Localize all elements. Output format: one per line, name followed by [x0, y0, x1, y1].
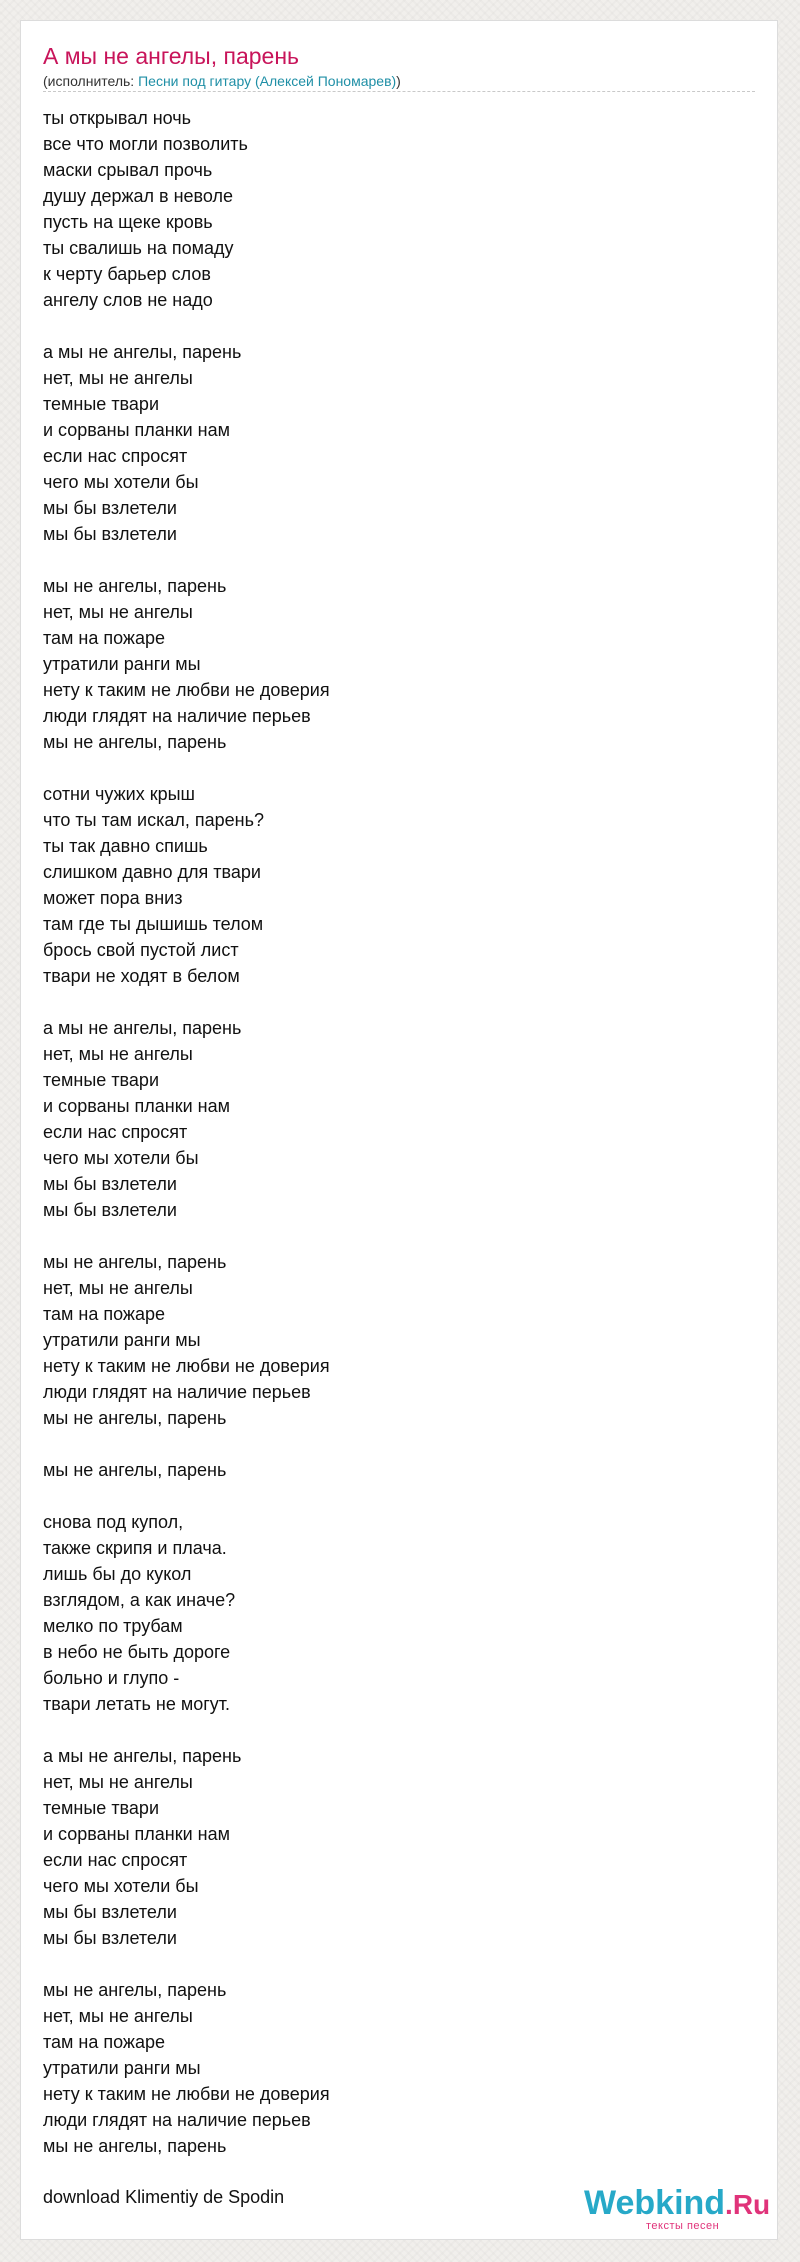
logo-tagline: тексты песен [646, 2220, 720, 2232]
lyrics-line: больно и глупо - [43, 1668, 180, 1688]
lyrics-line: если нас спросят [43, 1850, 188, 1870]
download-text: download Klimentiy de Spodin [43, 2187, 285, 2207]
lyrics-line: мы бы взлетели [43, 1902, 177, 1922]
lyrics-line: люди глядят на наличие перьев [43, 2110, 311, 2130]
lyrics-line: и сорваны планки нам [43, 1824, 230, 1844]
lyrics-line: мы не ангелы, парень [43, 2136, 227, 2156]
lyrics-line: чего мы хотели бы [43, 472, 199, 492]
lyrics-line: темные твари [43, 1798, 159, 1818]
song-title: А мы не ангелы, парень [43, 43, 299, 69]
lyrics-stanza [43, 1743, 743, 1951]
lyrics-stanza [43, 339, 743, 547]
lyrics-line: ангелу слов не надо [43, 290, 213, 310]
lyrics-stanza [43, 1977, 743, 2159]
lyrics-line: брось свой пустой лист [43, 940, 239, 960]
lyrics-line: там на пожаре [43, 2032, 166, 2052]
lyrics-stanza [43, 1509, 743, 1717]
lyrics-stanza [43, 1015, 743, 1223]
lyrics-line: там на пожаре [43, 628, 166, 648]
lyrics-line: утратили ранги мы [43, 1330, 201, 1350]
lyrics-line: нет, мы не ангелы [43, 1772, 193, 1792]
lyrics-line: также скрипя и плача. [43, 1538, 227, 1558]
lyrics-line: там на пожаре [43, 1304, 166, 1324]
lyrics-line: мелко по трубам [43, 1616, 183, 1636]
artist-prefix: (исполнитель: [43, 73, 139, 89]
lyrics-line: мы бы взлетели [43, 1174, 177, 1194]
lyrics-line: мы бы взлетели [43, 1928, 177, 1948]
artist-suffix: ) [396, 73, 401, 89]
lyrics-line: мы не ангелы, парень [43, 1252, 227, 1272]
lyrics-line: мы не ангелы, парень [43, 1980, 227, 2000]
lyrics-line: нет, мы не ангелы [43, 2006, 193, 2026]
lyrics-line: и сорваны планки нам [43, 1096, 230, 1116]
lyrics-stanza [43, 1249, 743, 1431]
lyrics-line: а мы не ангелы, парень [43, 1018, 242, 1038]
artist-line [43, 73, 401, 89]
logo-main-text: Webkind [584, 2184, 726, 2222]
logo-wordmark [584, 2184, 770, 2224]
lyrics-line: мы не ангелы, парень [43, 1460, 227, 1480]
lyrics-line: там где ты дышишь телом [43, 914, 264, 934]
lyrics-stanza [43, 781, 743, 989]
lyrics-line: твари летать не могут. [43, 1694, 231, 1714]
lyrics-line: нет, мы не ангелы [43, 368, 193, 388]
lyrics-line: утратили ранги мы [43, 654, 201, 674]
lyrics-line: а мы не ангелы, парень [43, 342, 242, 362]
lyrics-line: темные твари [43, 1070, 159, 1090]
lyrics-line: мы бы взлетели [43, 524, 177, 544]
lyrics-line: темные твари [43, 394, 159, 414]
lyrics-line: к черту барьер слов [43, 264, 211, 284]
lyrics-line: мы бы взлетели [43, 498, 177, 518]
lyrics-line: утратили ранги мы [43, 2058, 201, 2078]
lyrics-line: а мы не ангелы, парень [43, 1746, 242, 1766]
lyrics-line: слишком давно для твари [43, 862, 261, 882]
lyrics-line: мы не ангелы, парень [43, 576, 227, 596]
lyrics-line: сотни чужих крыш [43, 784, 195, 804]
lyrics-line: ты свалишь на помаду [43, 238, 234, 258]
lyrics-line: может пора вниз [43, 888, 183, 908]
lyrics-line: ты так давно спишь [43, 836, 208, 856]
lyrics-line: нет, мы не ангелы [43, 1044, 193, 1064]
lyrics-line: твари не ходят в белом [43, 966, 240, 986]
lyrics-line: чего мы хотели бы [43, 1148, 199, 1168]
lyrics-line: взглядом, а как иначе? [43, 1590, 236, 1610]
lyrics-stanza [43, 105, 743, 313]
logo-tld-text: .Ru [725, 2189, 771, 2220]
lyrics-line: нету к таким не любви не доверия [43, 2084, 330, 2104]
lyrics-stanza [43, 573, 743, 755]
lyrics-line: мы не ангелы, парень [43, 732, 227, 752]
lyrics-body [43, 105, 743, 2185]
lyrics-line: снова под купол, [43, 1512, 184, 1532]
lyrics-line: мы бы взлетели [43, 1200, 177, 1220]
lyrics-line: пусть на щеке кровь [43, 212, 213, 232]
lyrics-card [20, 20, 778, 2240]
lyrics-line: нету к таким не любви не доверия [43, 680, 330, 700]
webkind-logo[interactable] [584, 2184, 774, 2234]
lyrics-line: в небо не быть дороге [43, 1642, 231, 1662]
lyrics-line: душу держал в неволе [43, 186, 234, 206]
lyrics-line: маски срывал прочь [43, 160, 213, 180]
lyrics-line: мы не ангелы, парень [43, 1408, 227, 1428]
artist-link[interactable]: Песни под гитару (Алексей Пономарев) [138, 73, 397, 89]
lyrics-line: люди глядят на наличие перьев [43, 1382, 311, 1402]
lyrics-line: и сорваны планки нам [43, 420, 230, 440]
lyrics-line: все что могли позволить [43, 134, 248, 154]
lyrics-line: нет, мы не ангелы [43, 602, 193, 622]
lyrics-line: ты открывал ночь [43, 108, 192, 128]
lyrics-line: люди глядят на наличие перьев [43, 706, 311, 726]
lyrics-line: чего мы хотели бы [43, 1876, 199, 1896]
lyrics-line: что ты там искал, парень? [43, 810, 264, 830]
lyrics-line: если нас спросят [43, 1122, 188, 1142]
lyrics-line: нет, мы не ангелы [43, 1278, 193, 1298]
title-divider [43, 91, 755, 92]
lyrics-line: если нас спросят [43, 446, 188, 466]
lyrics-line: лишь бы до кукол [43, 1564, 192, 1584]
lyrics-line: нету к таким не любви не доверия [43, 1356, 330, 1376]
lyrics-stanza [43, 1457, 743, 1483]
